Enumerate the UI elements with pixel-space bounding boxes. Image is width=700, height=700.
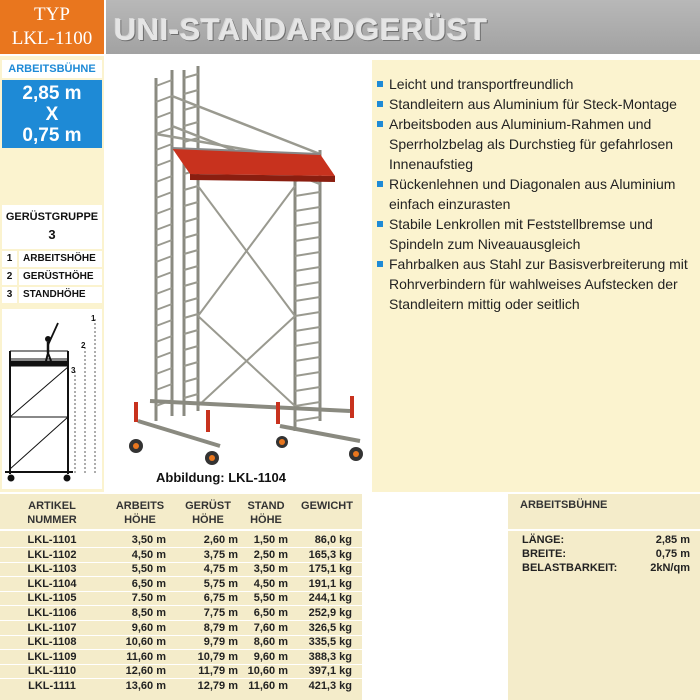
cell-weight: 86,0 kg <box>314 534 352 546</box>
spec-key: BREITE: <box>522 548 566 560</box>
table-row <box>0 650 362 664</box>
cell-standing-height: 4,50 m <box>253 578 288 590</box>
cell-standing-height: 6,50 m <box>253 607 288 619</box>
cell-working-height: 11,60 m <box>126 651 166 663</box>
cell-weight: 397,1 kg <box>308 665 352 677</box>
cell-weight: 335,5 kg <box>308 636 352 648</box>
ladder-rung <box>295 267 320 271</box>
cell-working-height: 9,60 m <box>131 622 166 634</box>
cell-article-number: LKL-1101 <box>27 534 77 546</box>
cell-working-height: 13,60 m <box>125 680 166 692</box>
dimension-label-3: 3 <box>71 366 76 375</box>
ladder-rung <box>156 352 172 358</box>
legend-text: STANDHÖHE <box>19 287 102 303</box>
ladder-rung <box>184 378 198 382</box>
ladder-rung <box>156 112 172 118</box>
ladder-rung <box>184 394 198 398</box>
ladder-rung <box>156 336 172 342</box>
ladder-rung <box>156 240 172 246</box>
ladder-rung <box>156 208 172 214</box>
cell-working-height: 4,50 m <box>131 549 166 561</box>
group-label: GERÜSTGRUPPE <box>5 211 99 223</box>
bullet-icon <box>377 181 383 187</box>
cell-weight: 191,1 kg <box>308 578 352 590</box>
column-header-standing-height: STAND HÖHE <box>247 500 285 526</box>
ladder-rung <box>156 304 172 310</box>
cell-scaffold-height: 7,75 m <box>203 607 238 619</box>
cell-standing-height: 5,50 m <box>253 592 288 604</box>
spec-key: BELASTBARKEIT: <box>522 562 618 574</box>
table-row <box>0 533 362 547</box>
bullet-icon <box>377 81 383 87</box>
cell-working-height: 10,60 m <box>125 636 166 648</box>
table-gap <box>362 494 508 700</box>
table-row <box>0 679 362 693</box>
cell-scaffold-height: 12,79 m <box>197 680 238 692</box>
column-header-article: ARTIKEL NUMMER <box>27 500 77 526</box>
ladder-rung <box>295 297 320 301</box>
table-row <box>0 606 362 620</box>
platform-label: ARBEITSBÜHNE <box>2 60 102 78</box>
ladder-rung <box>156 368 172 374</box>
feature-list <box>375 74 697 314</box>
cell-weight: 421,3 kg <box>308 680 352 692</box>
cell-scaffold-height: 8,79 m <box>203 622 238 634</box>
cell-scaffold-height: 5,75 m <box>203 578 238 590</box>
legend-text: ARBEITSHÖHE <box>19 251 102 267</box>
table-row <box>0 591 362 605</box>
ladder-back-left-rungs <box>156 80 172 406</box>
ladder-rung <box>156 272 172 278</box>
ladder-rung <box>295 192 320 196</box>
image-caption: Abbildung: LKL-1104 <box>156 470 286 485</box>
platform-spec-heading: ARBEITSBÜHNE <box>520 499 608 511</box>
table-row <box>0 635 362 649</box>
legend-number: 1 <box>2 251 17 267</box>
cell-article-number: LKL-1106 <box>27 607 77 619</box>
group-value: 3 <box>48 227 56 242</box>
platform-spec-background <box>508 494 700 700</box>
ladder-rung <box>184 122 198 126</box>
scaffold-illustration <box>120 66 370 471</box>
cell-article-number: LKL-1107 <box>27 622 77 634</box>
cell-standing-height: 2,50 m <box>253 549 288 561</box>
spec-value: 2kN/qm <box>650 562 690 574</box>
type-label: TYP <box>34 4 70 25</box>
table-row <box>0 562 362 576</box>
ladder-rung <box>156 144 172 150</box>
cell-article-number: LKL-1110 <box>27 665 77 677</box>
cell-scaffold-height: 9,79 m <box>203 636 238 648</box>
cell-working-height: 3,50 m <box>131 534 166 546</box>
table-row <box>0 548 362 562</box>
ladder-rung <box>295 207 320 211</box>
ladder-rung <box>156 128 172 134</box>
dimension-label-2: 2 <box>81 341 86 350</box>
ladder-rung <box>184 202 198 206</box>
legend-number: 2 <box>2 269 17 285</box>
table-row <box>0 577 362 591</box>
feature-item: Standleitern aus Aluminium für Steck-Montage <box>375 94 697 114</box>
cell-standing-height: 8,60 m <box>253 636 288 648</box>
platform-length: 2,85 m <box>22 83 82 104</box>
cell-article-number: LKL-1109 <box>27 651 77 663</box>
feature-item: Fahrbalken aus Stahl zur Basisverbreiterung mit Rohrverbindern für wahlweises Aufstecken der Standleitern mittig oder seitlich <box>375 254 697 314</box>
platform-width: 0,75 m <box>22 125 82 146</box>
legend-text: GERÜSTHÖHE <box>19 269 102 285</box>
type-badge <box>0 0 104 54</box>
cell-standing-height: 3,50 m <box>253 563 288 575</box>
type-code: LKL-1100 <box>11 28 93 49</box>
ladder-rung <box>156 96 172 102</box>
ladder-rung <box>156 80 172 86</box>
caster-wheels <box>129 436 363 465</box>
height-diagram-svg <box>2 309 102 489</box>
ladder-rung <box>184 282 198 286</box>
platform-dimensions <box>2 80 102 148</box>
spec-row-load <box>522 561 690 575</box>
ladder-rung <box>184 346 198 350</box>
dimension-label-1: 1 <box>91 314 96 323</box>
ladder-rung <box>295 357 320 361</box>
spec-key: LÄNGE: <box>522 534 565 546</box>
cell-article-number: LKL-1103 <box>27 563 77 575</box>
cell-weight: 175,1 kg <box>308 563 352 575</box>
ladder-rung <box>295 402 320 406</box>
legend-row <box>2 269 102 285</box>
table-row <box>0 664 362 678</box>
ladder-rung <box>184 186 198 190</box>
ladder-rung <box>184 218 198 222</box>
ladder-rung <box>156 288 172 294</box>
bullet-icon <box>377 221 383 227</box>
column-header-weight: GEWICHT <box>301 500 353 512</box>
ladder-rung <box>184 250 198 254</box>
cell-weight: 326,5 kg <box>308 622 352 634</box>
cell-article-number: LKL-1104 <box>27 578 77 590</box>
cell-standing-height: 11,60 m <box>248 680 288 692</box>
cell-article-number: LKL-1111 <box>28 680 76 692</box>
legend-row <box>2 287 102 303</box>
cell-weight: 388,3 kg <box>308 651 352 663</box>
bullet-icon <box>377 121 383 127</box>
bullet-icon <box>377 101 383 107</box>
table-row <box>0 621 362 635</box>
spec-value: 0,75 m <box>655 548 690 560</box>
cell-standing-height: 9,60 m <box>253 651 288 663</box>
ladder-rung <box>295 417 320 421</box>
cell-scaffold-height: 10,79 m <box>197 651 238 663</box>
diagonal-braces <box>198 186 295 406</box>
ladder-rung <box>295 237 320 241</box>
ladder-rung <box>184 90 198 94</box>
scaffold-svg <box>120 66 370 466</box>
cell-working-height: 8,50 m <box>131 607 166 619</box>
feature-item: Rückenlehnen und Diagonalen aus Aluminium einfach einzurasten <box>375 174 697 214</box>
cell-working-height: 7.50 m <box>131 592 166 604</box>
worker-figure <box>45 323 58 361</box>
ladder-front-right-rungs <box>295 162 320 421</box>
cell-article-number: LKL-1108 <box>27 636 77 648</box>
cell-working-height: 5,50 m <box>131 563 166 575</box>
ladder-rung <box>295 312 320 316</box>
ladder-back-right-rungs <box>184 74 198 398</box>
ladder-rung <box>295 327 320 331</box>
cell-weight: 244,1 kg <box>308 592 352 604</box>
ladder-rung <box>184 330 198 334</box>
ladder-rung <box>156 384 172 390</box>
spec-row-width <box>522 547 690 561</box>
feature-item: Stabile Lenkrollen mit Feststellbremse und Spindeln zum Niveauausgleich <box>375 214 697 254</box>
ladder-rung <box>156 192 172 198</box>
ladder-rung <box>295 252 320 256</box>
cell-standing-height: 1,50 m <box>253 534 288 546</box>
ladder-rung <box>184 74 198 78</box>
ladder-rung <box>156 224 172 230</box>
ladder-rung <box>156 256 172 262</box>
ladder-rung <box>184 298 198 302</box>
cell-weight: 165,3 kg <box>308 549 352 561</box>
bullet-icon <box>377 261 383 267</box>
platform-spec-divider <box>508 529 700 531</box>
ladder-rung <box>295 342 320 346</box>
cell-working-height: 12,60 m <box>125 665 166 677</box>
scaffold-group <box>2 205 102 249</box>
ladder-rung <box>184 314 198 318</box>
cell-scaffold-height: 4,75 m <box>203 563 238 575</box>
cell-standing-height: 10,60 m <box>247 665 288 677</box>
ladder-rung <box>184 234 198 238</box>
platform-x: X <box>45 104 59 125</box>
ladder-rung <box>184 362 198 366</box>
cell-scaffold-height: 11,79 m <box>198 665 238 677</box>
feature-item: Leicht und transportfreundlich <box>375 74 697 94</box>
ladder-rung <box>295 282 320 286</box>
cell-scaffold-height: 6,75 m <box>203 592 238 604</box>
ladder-rung <box>295 222 320 226</box>
cell-scaffold-height: 2,60 m <box>203 534 238 546</box>
page-title: UNI-STANDARDGERÜST <box>114 12 488 47</box>
spec-row-length <box>522 533 690 547</box>
feature-item: Arbeitsboden aus Aluminium-Rahmen und Sperrholzbelag als Durchstieg für gefahrlosen Innenaufstieg <box>375 114 697 174</box>
legend-number: 3 <box>2 287 17 303</box>
legend-row <box>2 251 102 267</box>
ladder-rung <box>295 387 320 391</box>
cell-standing-height: 7,60 m <box>253 622 288 634</box>
ladder-rung <box>295 372 320 376</box>
cell-working-height: 6,50 m <box>131 578 166 590</box>
column-header-scaffold-height: GERÜST HÖHE <box>185 500 231 526</box>
height-diagram <box>2 309 102 489</box>
ladder-rung <box>156 320 172 326</box>
cell-article-number: LKL-1105 <box>27 592 77 604</box>
cell-weight: 252,9 kg <box>308 607 352 619</box>
cell-article-number: LKL-1102 <box>27 549 77 561</box>
header-divider <box>0 529 362 531</box>
work-platform <box>172 148 335 182</box>
cell-scaffold-height: 3,75 m <box>203 549 238 561</box>
mini-scaffold <box>5 351 73 481</box>
ladder-rung <box>156 160 172 166</box>
column-header-working-height: ARBEITS HÖHE <box>115 500 165 526</box>
ladder-rung <box>156 176 172 182</box>
ladder-rung <box>184 266 198 270</box>
spec-value: 2,85 m <box>655 534 690 546</box>
